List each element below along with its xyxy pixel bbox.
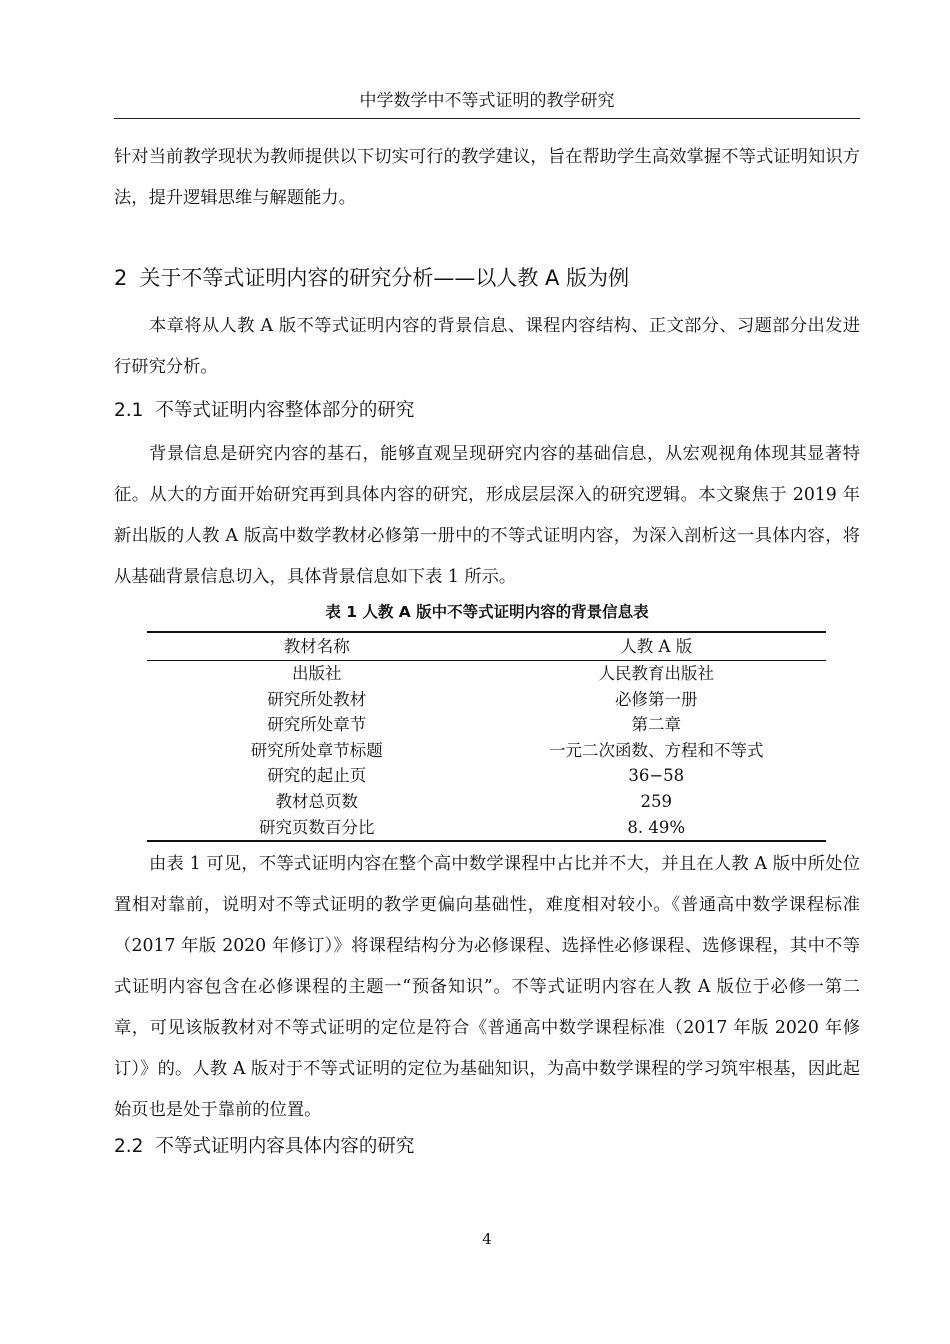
table-row	[147, 661, 826, 687]
section-2-2-number: 2.2	[114, 1136, 144, 1157]
section-2-2-title: 不等式证明内容具体内容的研究	[155, 1136, 415, 1157]
table-row	[147, 687, 826, 713]
intro-paragraph: 针对当前教学现状为教师提供以下切实可行的教学建议，旨在帮助学生高效掌握不等式证明知识方法，提升逻辑思维与解题能力。	[114, 147, 860, 208]
table-cell: 研究所处章节标题	[250, 740, 383, 760]
table-row	[147, 763, 826, 789]
section-2-1-paragraph: 背景信息是研究内容的基石，能够直观呈现研究内容的基础信息，从宏观视角体现其显著特征。从大的方面开始研究再到具体内容的研究，形成层层深入的研究逻辑。本文聚焦于 2019 年新出版的人教 A 版高中数学教材必修第一册中的不等式证明内容，为深入剖析这一具体内容，将从基础背景信息切入，具体背景信息如下表 1 所示。	[114, 444, 860, 587]
table-row	[147, 815, 826, 842]
table-row	[147, 738, 826, 764]
table-header-cell: 教材名称	[147, 632, 487, 661]
table-cell: 教材总页数	[275, 791, 358, 811]
table-row	[147, 789, 826, 815]
table-cell: 出版社	[292, 664, 342, 683]
table-cell: 研究所处章节	[267, 715, 367, 735]
table-cell: 第二章	[631, 715, 681, 735]
chapter-intro-paragraph: 本章将从人教 A 版不等式证明内容的背景信息、课程内容结构、正文部分、习题部分出发进行研究分析。	[114, 316, 860, 377]
table-cell: 必修第一册	[615, 689, 698, 709]
table-cell: 研究页数百分比	[259, 817, 375, 837]
table-cell: 一元二次函数、方程和不等式	[549, 740, 764, 760]
header-rule	[114, 118, 860, 119]
running-header: 中学数学中不等式证明的教学研究	[359, 91, 615, 111]
page-number: 4	[482, 1230, 492, 1248]
table-row	[147, 712, 826, 738]
table-cell: 研究的起止页	[267, 766, 367, 786]
table-cell: 36−58	[628, 766, 685, 786]
background-info-table	[147, 631, 826, 842]
section-2-2-heading	[114, 1132, 860, 1162]
table-cell: 8. 49%	[627, 817, 686, 837]
table-header-cell: 人教 A 版	[487, 632, 827, 661]
table-cell: 259	[640, 791, 672, 811]
chapter-title: 关于不等式证明内容的研究分析——以人教 A 版为例	[139, 266, 630, 290]
table-discussion-paragraph: 由表 1 可见，不等式证明内容在整个高中数学课程中占比并不大，并且在人教 A 版中所处位置相对靠前，说明对不等式证明的教学更偏向基础性，难度相对较小。《普通高中数学课程标准（2017 年版 2020 年修订）》将课程结构分为必修课程、选择性必修课程、选修课程，其中不等式证明内容包含在必修课程的主题一“预备知识”。不等式证明内容在人教 A 版位于必修一第二章，可见该版教材对不等式证明的定位是符合《普通高中数学课程标准（2017 年版 2020 年修订）》的。人教 A 版对于不等式证明的定位为基础知识，为高中数学课程的学习筑牢根基，因此起始页也是处于靠前的位置。	[114, 854, 860, 1120]
chapter-heading	[114, 261, 860, 295]
table-header-row	[147, 632, 826, 661]
table-cell: 人民教育出版社	[598, 664, 714, 683]
section-2-1-heading	[114, 396, 860, 426]
chapter-number: 2	[114, 266, 128, 290]
table-caption: 表 1 人教 A 版中不等式证明内容的背景信息表	[325, 603, 649, 621]
section-2-1-title: 不等式证明内容整体部分的研究	[155, 400, 415, 421]
section-2-1-number: 2.1	[114, 400, 144, 421]
table-cell: 研究所处教材	[267, 689, 367, 709]
